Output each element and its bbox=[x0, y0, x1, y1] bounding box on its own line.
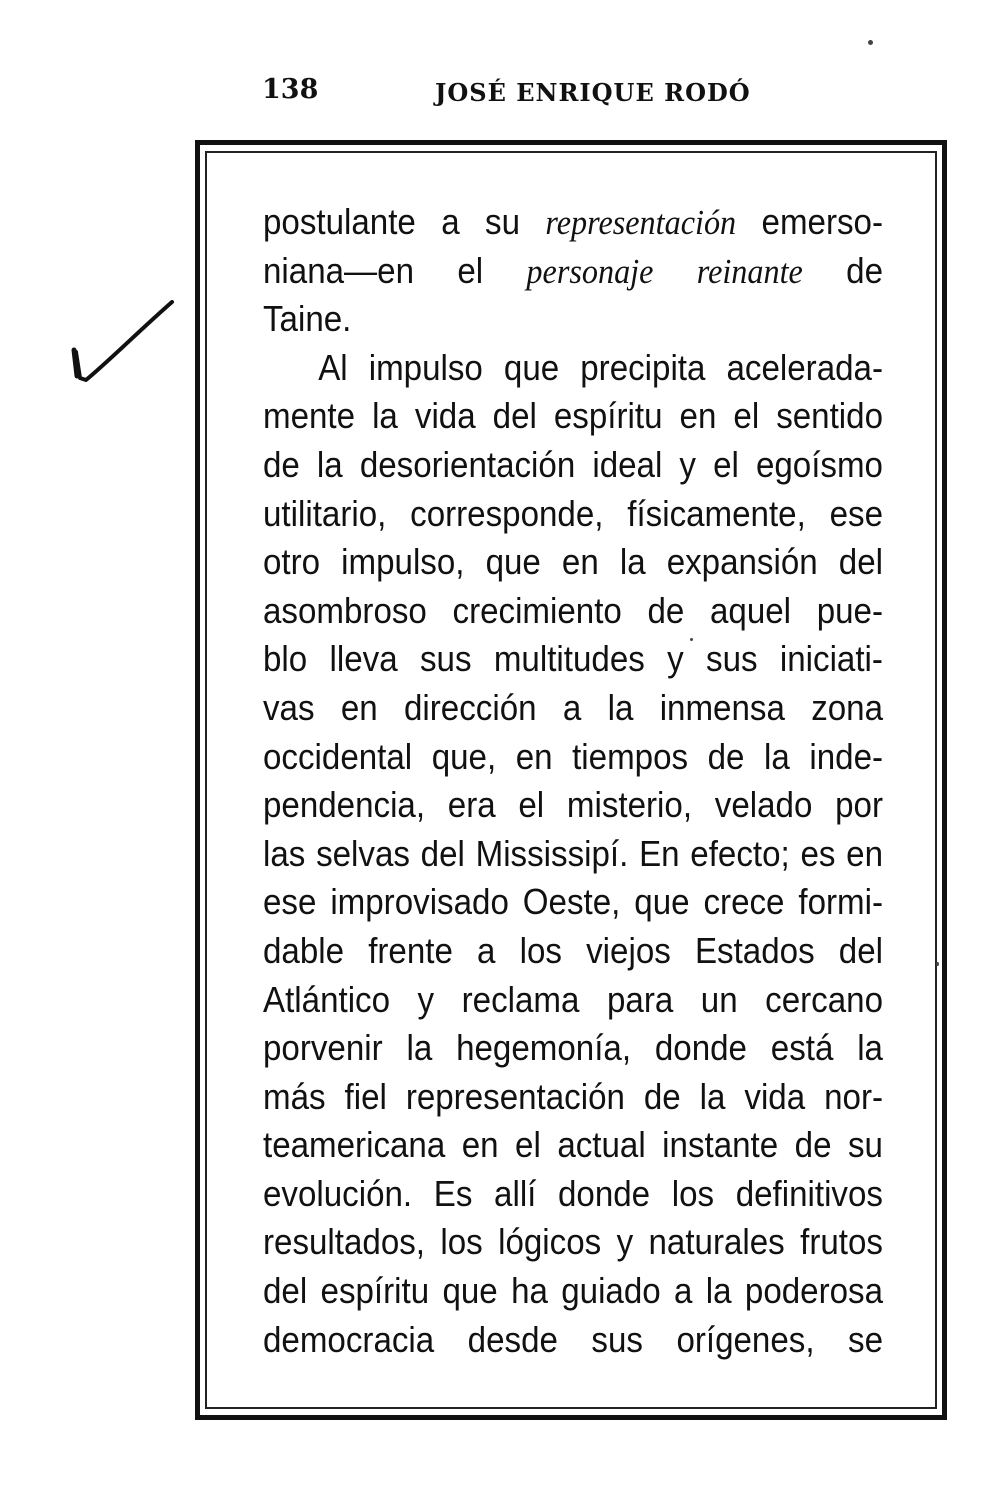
text-line bbox=[263, 1316, 883, 1365]
word: democracia bbox=[263, 1318, 435, 1360]
word: ese bbox=[829, 492, 884, 534]
handwritten-checkmark-icon bbox=[70, 300, 180, 390]
word: frutos bbox=[800, 1221, 883, 1263]
body-text bbox=[263, 198, 883, 1364]
word: instante bbox=[662, 1124, 779, 1166]
word: la bbox=[607, 686, 634, 728]
word: en bbox=[846, 832, 884, 874]
word: que bbox=[485, 541, 541, 583]
word: donde bbox=[654, 1027, 747, 1069]
word: donde bbox=[558, 1172, 651, 1214]
word: la bbox=[764, 735, 790, 777]
word: a bbox=[477, 929, 496, 971]
text-line bbox=[263, 684, 883, 733]
word: del bbox=[492, 395, 537, 437]
word: de bbox=[263, 443, 300, 485]
word: el bbox=[518, 784, 545, 826]
word: a bbox=[562, 686, 582, 728]
word: vida bbox=[414, 395, 476, 437]
word: Taine. bbox=[263, 298, 352, 340]
word: naturales bbox=[648, 1221, 785, 1263]
scan-speck bbox=[690, 638, 693, 641]
text-line bbox=[263, 1073, 883, 1122]
word: expansión bbox=[666, 541, 818, 583]
word: es bbox=[800, 832, 836, 874]
text-line bbox=[263, 635, 883, 684]
text-line bbox=[263, 1267, 883, 1316]
word: en bbox=[461, 1124, 499, 1166]
word: multitudes bbox=[493, 638, 645, 680]
word: espíritu bbox=[320, 1270, 430, 1312]
word: hegemonía, bbox=[456, 1027, 632, 1069]
word: evolución. bbox=[263, 1172, 413, 1214]
word: egoísmo bbox=[755, 443, 883, 485]
text-line bbox=[263, 344, 883, 393]
word: la bbox=[705, 1270, 732, 1312]
word: cercano bbox=[765, 978, 884, 1020]
word: Oeste, bbox=[522, 881, 621, 923]
word: inmensa bbox=[659, 686, 785, 728]
word: que, bbox=[431, 735, 497, 777]
word: ha bbox=[511, 1270, 548, 1312]
text-line bbox=[263, 538, 883, 587]
word: de bbox=[794, 1124, 832, 1166]
word: los bbox=[519, 929, 562, 971]
running-head bbox=[0, 68, 1000, 108]
running-head-author: JOSÉ ENRIQUE RODÓ bbox=[435, 78, 751, 107]
word: el bbox=[515, 1124, 541, 1166]
word: para bbox=[606, 978, 674, 1020]
word: los bbox=[671, 1172, 715, 1214]
word: fiel bbox=[344, 1075, 387, 1117]
text-line bbox=[263, 392, 883, 441]
word: los bbox=[440, 1221, 483, 1263]
word: inde- bbox=[809, 735, 884, 777]
word: Es bbox=[433, 1172, 473, 1214]
word: del bbox=[420, 832, 465, 874]
word: y bbox=[679, 443, 696, 485]
word: reinante bbox=[696, 251, 803, 291]
word: más bbox=[263, 1075, 326, 1117]
word: dable bbox=[263, 929, 345, 971]
text-line bbox=[263, 295, 883, 344]
word: viejos bbox=[586, 929, 671, 971]
text-line bbox=[263, 441, 883, 490]
word: físicamente, bbox=[627, 492, 806, 534]
word: sus bbox=[706, 638, 758, 680]
text-line bbox=[263, 878, 883, 927]
word: de bbox=[647, 589, 685, 631]
word: crece bbox=[703, 881, 785, 923]
word: reclama bbox=[461, 978, 580, 1020]
word: Mississipí. bbox=[475, 832, 629, 874]
word: misterio, bbox=[566, 784, 693, 826]
word: Atlántico bbox=[263, 978, 391, 1020]
word: iniciati- bbox=[779, 638, 883, 680]
word: niana—en bbox=[263, 249, 415, 291]
word: era bbox=[447, 784, 496, 826]
text-line bbox=[263, 198, 883, 247]
word: occidental bbox=[263, 735, 413, 777]
word: por bbox=[835, 784, 883, 826]
word: sus bbox=[419, 638, 472, 680]
text-line bbox=[263, 733, 883, 782]
word: y bbox=[667, 638, 684, 680]
word: ideal bbox=[592, 443, 663, 485]
word: ese bbox=[263, 881, 317, 923]
word: a bbox=[441, 201, 460, 242]
word: el bbox=[457, 249, 484, 291]
text-line bbox=[263, 781, 883, 830]
word: vas bbox=[263, 686, 315, 728]
word: que bbox=[634, 881, 690, 923]
word: desde bbox=[467, 1318, 558, 1360]
word: las bbox=[263, 832, 306, 874]
word: guiado bbox=[561, 1270, 661, 1312]
word: y bbox=[417, 978, 435, 1020]
word: resultados, bbox=[263, 1221, 426, 1263]
word: actual bbox=[557, 1124, 646, 1166]
word: el bbox=[733, 395, 760, 437]
text-line bbox=[263, 1170, 883, 1219]
word: dirección bbox=[404, 686, 537, 728]
text-line bbox=[263, 490, 883, 539]
word: efecto; bbox=[690, 832, 790, 874]
word: mente bbox=[263, 395, 356, 437]
word: asombroso bbox=[263, 589, 427, 631]
word: personaje bbox=[526, 251, 654, 291]
word: la bbox=[316, 443, 343, 485]
word: se bbox=[848, 1318, 884, 1360]
word: allí bbox=[494, 1172, 537, 1214]
word: la bbox=[406, 1027, 433, 1069]
word: de bbox=[643, 1075, 681, 1117]
word: de bbox=[707, 735, 745, 777]
word: que bbox=[442, 1270, 498, 1312]
word: un bbox=[700, 978, 738, 1020]
word: y bbox=[616, 1221, 634, 1263]
word: sus bbox=[591, 1318, 643, 1360]
word: crecimiento bbox=[452, 589, 622, 631]
word: el bbox=[713, 443, 739, 485]
text-line bbox=[263, 1024, 883, 1073]
word: precipita bbox=[580, 346, 706, 388]
word: pendencia, bbox=[263, 784, 426, 826]
word: espíritu bbox=[553, 395, 663, 437]
word: postulante bbox=[263, 201, 416, 242]
word: representación bbox=[545, 203, 737, 242]
word: representación bbox=[405, 1075, 625, 1117]
word: orígenes, bbox=[676, 1318, 815, 1360]
word: en bbox=[679, 395, 717, 437]
word: en bbox=[515, 735, 553, 777]
text-line bbox=[263, 830, 883, 879]
text-line bbox=[263, 1121, 883, 1170]
word: la bbox=[857, 1027, 883, 1069]
word: zona bbox=[811, 686, 884, 728]
word: formi- bbox=[798, 881, 884, 923]
word: utilitario, bbox=[263, 492, 387, 534]
word: en bbox=[340, 686, 378, 728]
word: frente bbox=[368, 929, 453, 971]
word: lógicos bbox=[498, 1221, 602, 1263]
word: emerso- bbox=[761, 201, 883, 242]
word: nor- bbox=[824, 1075, 884, 1117]
word: aquel bbox=[710, 589, 792, 631]
word: del bbox=[838, 541, 883, 583]
word: que bbox=[503, 346, 560, 388]
word: porvenir bbox=[263, 1027, 383, 1069]
word: del bbox=[263, 1270, 308, 1312]
word: otro bbox=[263, 541, 321, 583]
word: Estados bbox=[694, 929, 815, 971]
word: acelerada- bbox=[726, 346, 883, 388]
word: lleva bbox=[329, 638, 398, 680]
word: tiempos bbox=[572, 735, 689, 777]
word: su bbox=[485, 201, 521, 242]
word: poderosa bbox=[744, 1270, 884, 1312]
text-line bbox=[263, 587, 883, 636]
word: en bbox=[561, 541, 599, 583]
text-line bbox=[263, 976, 883, 1025]
page-number: 138 bbox=[262, 74, 319, 105]
word: corresponde, bbox=[410, 492, 604, 534]
word: sentido bbox=[776, 395, 884, 437]
word: En bbox=[639, 832, 680, 874]
text-line bbox=[263, 247, 883, 296]
word: vida bbox=[744, 1075, 806, 1117]
word: selvas bbox=[316, 832, 410, 874]
word: blo bbox=[263, 638, 308, 680]
word: la bbox=[619, 541, 646, 583]
word: velado bbox=[714, 784, 813, 826]
word: impulso bbox=[368, 346, 483, 388]
word: la bbox=[699, 1075, 726, 1117]
word: de bbox=[846, 249, 884, 291]
word: Al bbox=[318, 346, 348, 388]
word: teamericana bbox=[263, 1124, 446, 1166]
word: está bbox=[770, 1027, 834, 1069]
scan-speck bbox=[936, 962, 939, 966]
word: del bbox=[838, 929, 883, 971]
word: impulso, bbox=[341, 541, 465, 583]
word: su bbox=[847, 1124, 883, 1166]
word: desorientación bbox=[359, 443, 576, 485]
scan-speck bbox=[868, 40, 873, 45]
text-line bbox=[263, 927, 883, 976]
word: pue- bbox=[816, 589, 884, 631]
word: la bbox=[372, 395, 398, 437]
word: definitivos bbox=[735, 1172, 883, 1214]
word: improvisado bbox=[330, 881, 509, 923]
word: a bbox=[674, 1270, 693, 1312]
text-line bbox=[263, 1218, 883, 1267]
